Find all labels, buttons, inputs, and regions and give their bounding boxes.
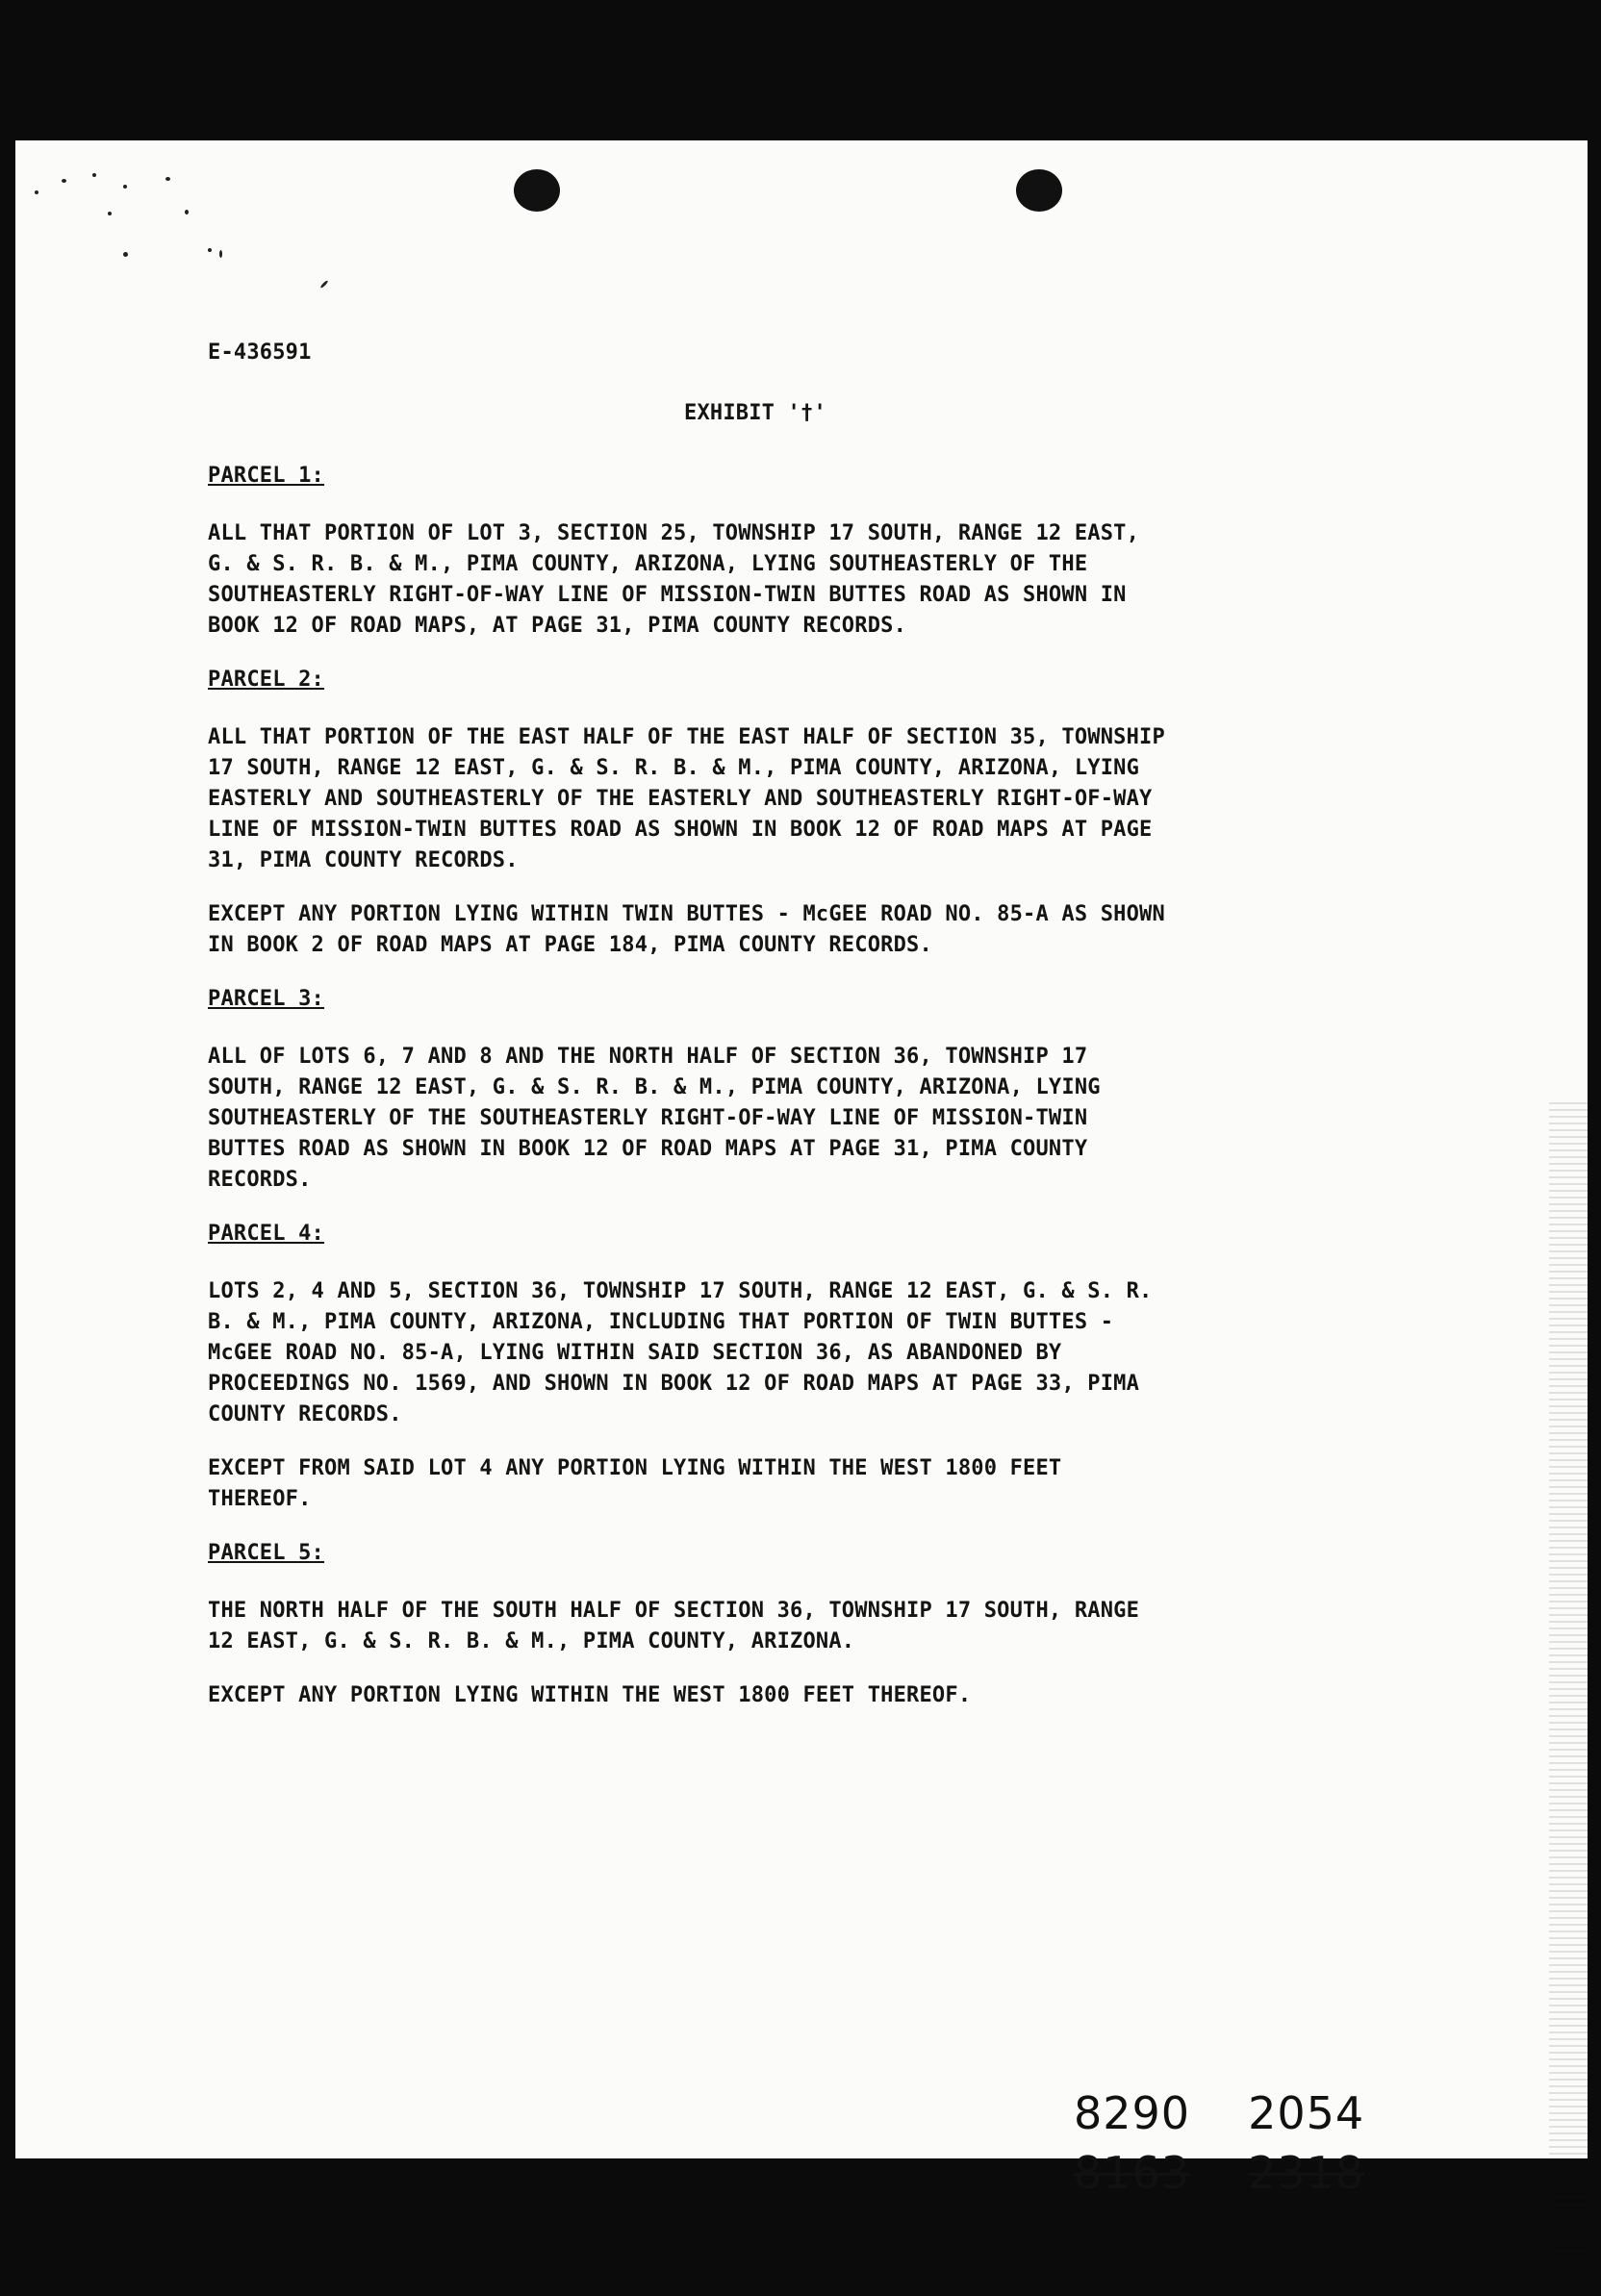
- punch-hole-right: [1016, 169, 1062, 212]
- parcel-list: [208, 461, 1343, 1734]
- parcel-exception: EXCEPT ANY PORTION LYING WITHIN THE WEST 1800 FEET THEREOF.: [208, 1683, 972, 1707]
- parcel-heading: PARCEL 2:: [208, 668, 325, 692]
- parcel-3: [208, 984, 1343, 1196]
- exhibit-title: EXHIBIT '†': [684, 401, 826, 425]
- punch-hole-left: [514, 169, 560, 212]
- page-number: 2054: [1248, 2087, 1365, 2139]
- parcel-description: ALL OF LOTS 6, 7 AND 8 AND THE NORTH HALF OF SECTION 36, TOWNSHIP 17 SOUTH, RANGE 12 EAST, G. & S. R. B. & M., PIMA COUNTY, ARIZONA, LYING SOUTHEASTERLY OF THE SOUTHEASTERLY RIGHT-OF-WAY LINE OF MISSION-TWIN BUTTES ROAD AS SHOWN IN BOOK 12 OF ROAD MAPS AT PAGE 31, PIMA COUNTY RECORDS.: [208, 1045, 1101, 1192]
- docket-number: 8290: [1074, 2087, 1191, 2139]
- scan-speck: [62, 179, 66, 183]
- parcel-heading: PARCEL 1:: [208, 464, 325, 488]
- recording-current: [1074, 2083, 1364, 2143]
- document-number: E-436591: [208, 341, 312, 365]
- scan-edge-noise: [1549, 1102, 1588, 2257]
- recording-stamp: [1074, 2083, 1364, 2203]
- recording-superseded: [1074, 2143, 1364, 2203]
- parcel-exception: EXCEPT FROM SAID LOT 4 ANY PORTION LYING WITHIN THE WEST 1800 FEET THEREOF.: [208, 1456, 1062, 1511]
- parcel-description: ALL THAT PORTION OF THE EAST HALF OF THE EAST HALF OF SECTION 35, TOWNSHIP 17 SOUTH, RANGE 12 EAST, G. & S. R. B. & M., PIMA COUNTY, ARIZONA, LYING EASTERLY AND SOUTHEASTERLY OF THE EASTERLY AND SOUTHEASTERLY RIGHT-OF-WAY LINE OF MISSION-TWIN BUTTES ROAD AS SHOWN IN BOOK 12 OF ROAD MAPS AT PAGE 31, PIMA COUNTY RECORDS.: [208, 725, 1165, 872]
- parcel-description: LOTS 2, 4 AND 5, SECTION 36, TOWNSHIP 17 SOUTH, RANGE 12 EAST, G. & S. R. B. & M., PIMA COUNTY, ARIZONA, INCLUDING THAT PORTION OF TWIN BUTTES - McGEE ROAD NO. 85-A, LYING WITHIN SAID SECTION 36, AS ABANDONED BY PROCEEDINGS NO. 1569, AND SHOWN IN BOOK 12 OF ROAD MAPS AT PAGE 33, PIMA COUNTY RECORDS.: [208, 1279, 1153, 1426]
- scan-speck: [35, 190, 38, 194]
- parcel-heading: PARCEL 3:: [208, 987, 325, 1011]
- scan-speck: [108, 212, 112, 215]
- document-page: [15, 140, 1588, 2199]
- scan-speck: [123, 252, 128, 257]
- struck-docket-number: 8163: [1074, 2147, 1191, 2199]
- scan-speck: [185, 210, 189, 214]
- parcel-heading: PARCEL 4:: [208, 1222, 325, 1246]
- parcel-5: [208, 1538, 1343, 1711]
- scan-speck: [165, 177, 170, 181]
- scan-speck: [123, 185, 127, 189]
- struck-page-number: 2318: [1248, 2147, 1365, 2199]
- scan-speck: [319, 280, 328, 289]
- parcel-2: [208, 665, 1343, 961]
- parcel-description: THE NORTH HALF OF THE SOUTH HALF OF SECTION 36, TOWNSHIP 17 SOUTH, RANGE 12 EAST, G. & S. R. B. & M., PIMA COUNTY, ARIZONA.: [208, 1599, 1140, 1653]
- parcel-exception: EXCEPT ANY PORTION LYING WITHIN TWIN BUTTES - McGEE ROAD NO. 85-A AS SHOWN IN BOOK 2 OF ROAD MAPS AT PAGE 184, PIMA COUNTY RECORDS.: [208, 902, 1165, 957]
- parcel-1: [208, 461, 1343, 642]
- parcel-4: [208, 1219, 1343, 1515]
- parcel-description: ALL THAT PORTION OF LOT 3, SECTION 25, TOWNSHIP 17 SOUTH, RANGE 12 EAST, G. & S. R. B. & M., PIMA COUNTY, ARIZONA, LYING SOUTHEASTERLY OF THE SOUTHEASTERLY RIGHT-OF-WAY LINE OF MISSION-TWIN BUTTES ROAD AS SHOWN IN BOOK 12 OF ROAD MAPS, AT PAGE 31, PIMA COUNTY RECORDS.: [208, 521, 1140, 638]
- scan-speck: [92, 173, 96, 177]
- parcel-heading: PARCEL 5:: [208, 1541, 325, 1565]
- scan-speck: [208, 248, 212, 252]
- scan-speck: [219, 250, 222, 258]
